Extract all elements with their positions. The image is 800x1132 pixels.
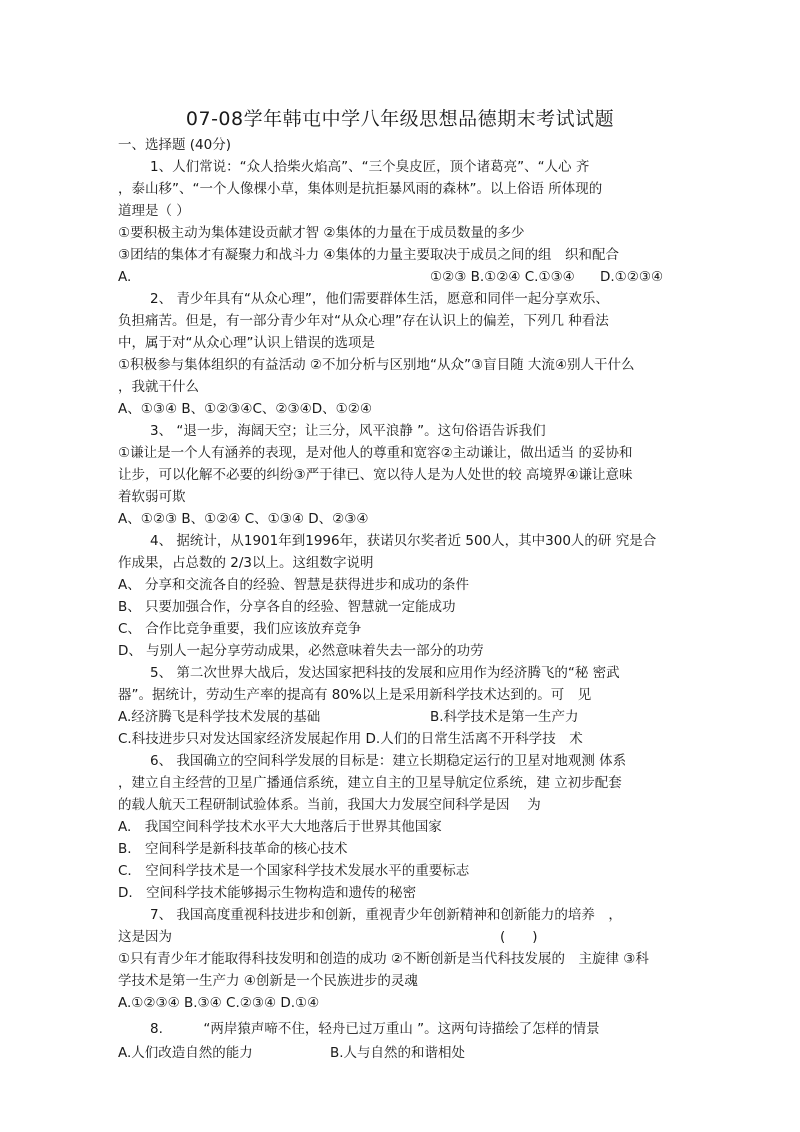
answer-option: A. — [118, 269, 132, 285]
text-line: 6、 我国确立的空间科学发展的目标是：建立长期稳定运行的卫星对地观测 体系 — [150, 753, 627, 769]
text-line: C. 空间科学技术是一个国家科学技术发展水平的重要标志 — [118, 863, 470, 879]
text-line: ，建立自主经营的卫星广播通信系统，建立自主的卫星导航定位系统，建 立初步配套 — [118, 775, 622, 791]
answer-option: ①②③ B.①②④ C.①③④ — [430, 269, 575, 285]
text-line: 7、 我国高度重视科技进步和创新，重视青少年创新精神和创新能力的培养 ， — [150, 907, 622, 923]
text-line: 着软弱可欺 — [118, 489, 186, 505]
text-line: 4、 据统计，从1901年到1996年，获诺贝尔奖者近 500人，其中300人的研 究是合 — [150, 533, 657, 549]
text-line: 学技术是第一生产力 ④创新是一个民族进步的灵魂 — [118, 973, 418, 989]
answer-option: A.人们改造自然的能力 — [118, 1045, 253, 1061]
text-line: 道理是（ ） — [118, 203, 190, 219]
answer-option: D.①②③④ — [600, 269, 664, 285]
text-line: A、①②③ B、①②④ C、①③④ D、②③④ — [118, 511, 369, 527]
page-title: 07-08学年韩屯中学八年级思想品德期末考试试题 — [185, 108, 615, 130]
answer-option: B.科学技术是第一生产力 — [430, 709, 579, 725]
text-line: A. 我国空间科学技术水平大大地落后于世界其他国家 — [118, 819, 442, 835]
answer-option: B.人与自然的和谐相处 — [330, 1045, 466, 1061]
text-line: ①只有青少年才能取得科技发明和创造的成功 ②不断创新是当代科技发展的 主旋律 ③科 — [118, 951, 649, 967]
answer-blank: ( ) — [500, 929, 538, 945]
text-line: 1、人们常说：“众人拾柴火焰高”、“三个臭皮匠，顶个诸葛亮”、“人心 齐 — [150, 159, 590, 175]
text-line: 8. “两岸猿声啼不住，轻舟已过万重山 ”。这两句诗描绘了怎样的情景 — [150, 1021, 600, 1037]
text-line: ①积极参与集体组织的有益活动 ②不加分析与区别地“从众”③盲目随 大流④别人干什么 — [118, 357, 635, 373]
text-line: 的载人航天工程研制试验体系。当前，我国大力发展空间科学是因 为 — [118, 797, 541, 813]
text-line: 3、 “退一步，海阔天空；让三分，风平浪静 ”。这句俗语告诉我们 — [150, 423, 546, 439]
text-line: A.①②③④ B.③④ C.②③④ D.①④ — [118, 995, 320, 1011]
text-line: ，我就干什么 — [118, 379, 199, 395]
text-line: A、①③④ B、①②③④C、②③④D、①②④ — [118, 401, 372, 417]
text-line: ①要积极主动为集体建设贡献才智 ②集体的力量在于成员数量的多少 — [118, 225, 525, 241]
text-line: D. 空间科学技术能够揭示生物构造和遗传的秘密 — [118, 885, 417, 901]
answer-option: A.经济腾飞是科学技术发展的基础 — [118, 709, 321, 725]
text-line: 这是因为 — [118, 929, 172, 945]
text-line: 5、 第二次世界大战后，发达国家把科技的发展和应用作为经济腾飞的“秘 密武 — [150, 665, 620, 681]
text-line: ①谦让是一个人有涵养的表现，是对他人的尊重和宽容②主动谦让，做出适当 的妥协和 — [118, 445, 633, 461]
text-line: A、 分享和交流各自的经验、智慧是获得进步和成功的条件 — [118, 577, 470, 593]
text-line: 中，属于对“从众心理”认识上错误的选项是 — [118, 335, 375, 351]
text-line: B. 空间科学是新科技革命的核心技术 — [118, 841, 348, 857]
text-line: 负担痛苦。但是，有一部分青少年对“从众心理”存在认识上的偏差，下列几 种看法 — [118, 313, 609, 329]
text-line: 作成果，占总数的 2/3以上。这组数字说明 — [118, 555, 374, 571]
section-heading: 一、选择题 (40分) — [118, 137, 232, 153]
text-line: C、 合作比竞争重要，我们应该放弃竞争 — [118, 621, 362, 637]
text-line: 器”。据统计，劳动生产率的提高有 80%以上是采用新科学技术达到的。可 见 — [118, 687, 592, 703]
text-line: C.科技进步只对发达国家经济发展起作用 D.人们的日常生活离不开科学技 术 — [118, 731, 583, 747]
text-line: ③团结的集体才有凝聚力和战斗力 ④集体的力量主要取决于成员之间的组 织和配合 — [118, 247, 619, 263]
text-line: B、 只要加强合作，分享各自的经验、智慧就一定能成功 — [118, 599, 456, 615]
text-line: 2、 青少年具有“从众心理”，他们需要群体生活，愿意和同伴一起分享欢乐、 — [150, 291, 609, 307]
text-line: ，泰山移”、“一个人像棵小草，集体则是抗拒暴风雨的森林”。以上俗语 所体现的 — [118, 181, 603, 197]
text-line: D、 与别人一起分享劳动成果，必然意味着失去一部分的功劳 — [118, 643, 484, 659]
text-line: 让步，可以化解不必要的纠纷③严于律已、宽以待人是为人处世的较 高境界④谦让意味 — [118, 467, 633, 483]
